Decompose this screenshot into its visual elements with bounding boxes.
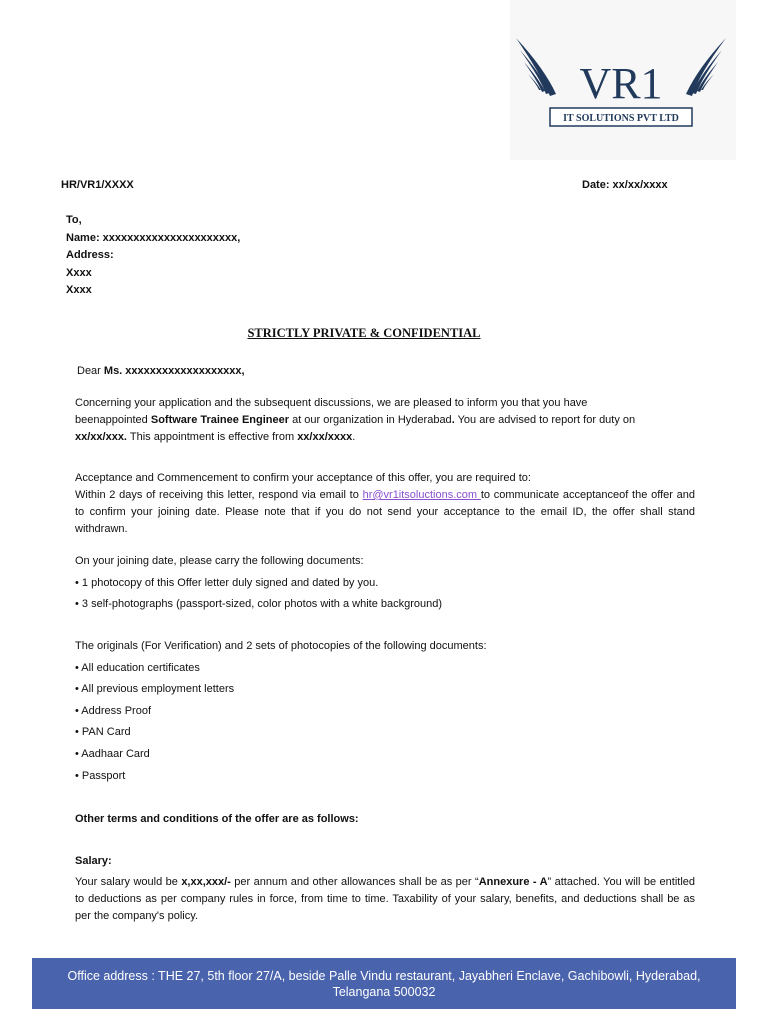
footer-address: Office address : THE 27, 5th floor 27/A, beside Palle Vindu restaurant, Jayabheri Enclave, Gachibowli, Hyderabad, Telangana 500032 [67,968,701,999]
intro-role: Software Trainee Engineer [150,414,290,426]
letter-date: Date: xx/xx/xxxx [582,179,668,191]
intro-paragraph [75,395,650,446]
recipient-to: To, [66,214,82,226]
joining-docs-intro: On your joining date, please carry the following documents: [75,555,364,567]
terms-heading: Other terms and conditions of the offer are as follows: [75,813,359,825]
acceptance-body [75,487,695,538]
company-logo [510,0,736,160]
salary-paragraph [75,874,695,925]
salary-text: per annum and other allowances shall be as per “ [230,876,479,888]
list-item: • PAN Card [75,726,131,739]
recipient-address-label: Address: [66,249,114,261]
salary-amount: x,xx,xxx/- [181,876,231,888]
recipient-address-line: Xxxx [66,284,92,296]
intro-text: You are advised to report for duty on [454,414,636,426]
joining-documents [75,551,695,616]
acceptance-paragraph [75,470,695,538]
recipient-name: Name: xxxxxxxxxxxxxxxxxxxxxx, [66,231,241,244]
intro-text: . [451,414,455,426]
list-item: • Address Proof [75,704,152,717]
salary-label: Salary: [75,855,112,867]
intro-effective-date: xx/xx/xxxx [297,431,353,443]
list-item: • 1 photocopy of this Offer letter duly signed and dated by you. [75,576,379,589]
recipient-block [66,212,240,300]
originals-documents [75,636,695,787]
intro-text: Concerning your application and the subsequent discussions, we are pleased to inform you that you have beenappointed [75,397,588,426]
hr-email-link[interactable]: hr@vr1itsoluctions.com [362,489,481,501]
salary-annexure: Annexure - A [478,876,548,888]
acceptance-intro: Acceptance and Commencement to confirm your acceptance of this offer, you are required to: [75,472,531,484]
acceptance-text: Within 2 days of receiving this letter, respond via email to [75,489,363,501]
intro-text: . [352,431,356,443]
intro-text: at our organization in Hyderabad [289,414,452,426]
confidential-heading: STRICTLY PRIVATE & CONFIDENTIAL [247,326,481,340]
originals-intro: The originals (For Verification) and 2 sets of photocopies of the following documents: [75,640,487,652]
salutation-prefix: Dear [77,365,104,377]
salary-text: Your salary would be [75,876,182,888]
salary-text: ” attached. You will be entitled to deductions as per company rules in force, from time to time. Taxability of your salary, benefits, and deductions shall be as per the company's policy. [75,876,696,922]
logo-tagline: IT SOLUTIONS PVT LTD [563,113,679,124]
list-item: • All education certificates [75,661,200,674]
intro-text: This appointment is effective from [127,431,298,443]
list-item: • Aadhaar Card [75,747,150,760]
reference-number: HR/VR1/XXXX [61,179,134,191]
logo-name: VR1 [579,59,663,108]
salutation-name: Ms. xxxxxxxxxxxxxxxxxxx, [103,365,245,377]
list-item: • 3 self-photographs (passport-sized, color photos with a white background) [75,598,443,611]
list-item: • All previous employment letters [75,683,235,696]
salutation [77,363,697,380]
footer-address-bar [32,958,736,1009]
acceptance-text: to communicate acceptanceof the offer and to confirm your joining date. Please note that if you do not send your acceptance to the email ID, the offer shall stand withdrawn. [75,489,696,535]
intro-report-date: xx/xx/xxx. [75,431,127,443]
recipient-address-line: Xxxx [66,266,92,279]
logo-wings-icon [510,28,736,133]
list-item: • Passport [75,769,126,782]
